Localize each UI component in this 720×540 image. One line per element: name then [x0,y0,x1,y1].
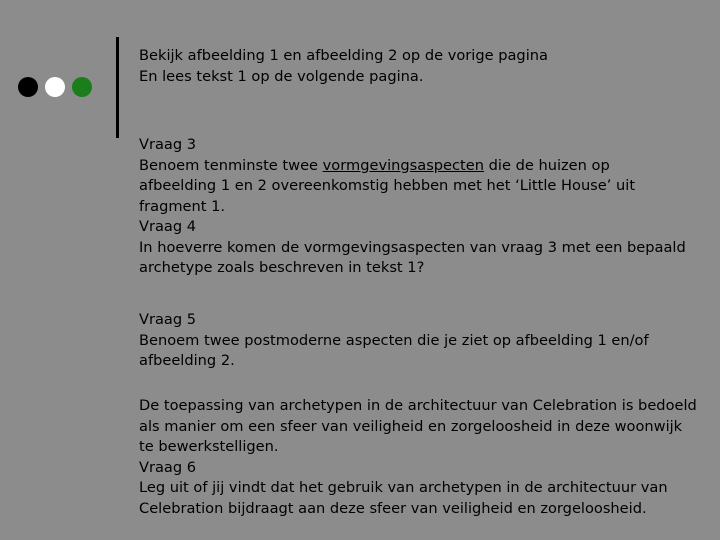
vraag5-line: afbeelding 2. [139,352,235,369]
vraag6-line: Leg uit of jij vindt dat het gebruik van archetypen in de architectuur van [139,479,668,496]
vraag5-heading: Vraag 5 [139,311,197,328]
black-dot-icon [18,77,38,97]
context-line: De toepassing van archetypen in de architectuur van Celebration is bedoeld [139,397,697,414]
context-and-question-6 [139,396,714,519]
vraag6-line: Celebration bijdraagt aan deze sfeer van veiligheid en zorgeloosheid. [139,499,647,517]
vraag3-text: Benoem tenminste twee [139,156,323,174]
vraag6-heading: Vraag 6 [139,458,197,476]
vraag3-underlined-term: vormgevingsaspecten [322,156,485,174]
question-5 [139,310,714,372]
vraag3-heading: Vraag 3 [139,136,197,153]
vraag3-text: die de huizen op [484,156,610,174]
vraag3-line [139,156,714,177]
context-line: te bewerkstelligen. [139,438,279,455]
white-dot-icon [45,77,65,97]
intro-text [139,46,714,87]
context-line: als manier om een sfeer van veiligheid en zorgeloosheid in deze woonwijk [139,417,683,435]
questions-3-4 [139,135,714,279]
vraag5-line: Benoem twee postmoderne aspecten die je ziet op afbeelding 1 en/of [139,331,649,349]
decorative-dots [18,77,92,97]
vraag3-line: fragment 1. [139,197,226,215]
vraag4-heading: Vraag 4 [139,218,197,235]
vraag4-line: archetype zoals beschreven in tekst 1? [139,259,425,276]
intro-line: En lees tekst 1 op de volgende pagina. [139,67,424,85]
green-dot-icon [72,77,92,97]
vertical-divider [116,37,119,138]
vraag4-line: In hoeverre komen de vormgevingsaspecten van vraag 3 met een bepaald [139,238,686,256]
vraag3-line: afbeelding 1 en 2 overeenkomstig hebben met het ‘Little House’ uit [139,177,636,194]
intro-line: Bekijk afbeelding 1 en afbeelding 2 op de vorige pagina [139,47,548,64]
